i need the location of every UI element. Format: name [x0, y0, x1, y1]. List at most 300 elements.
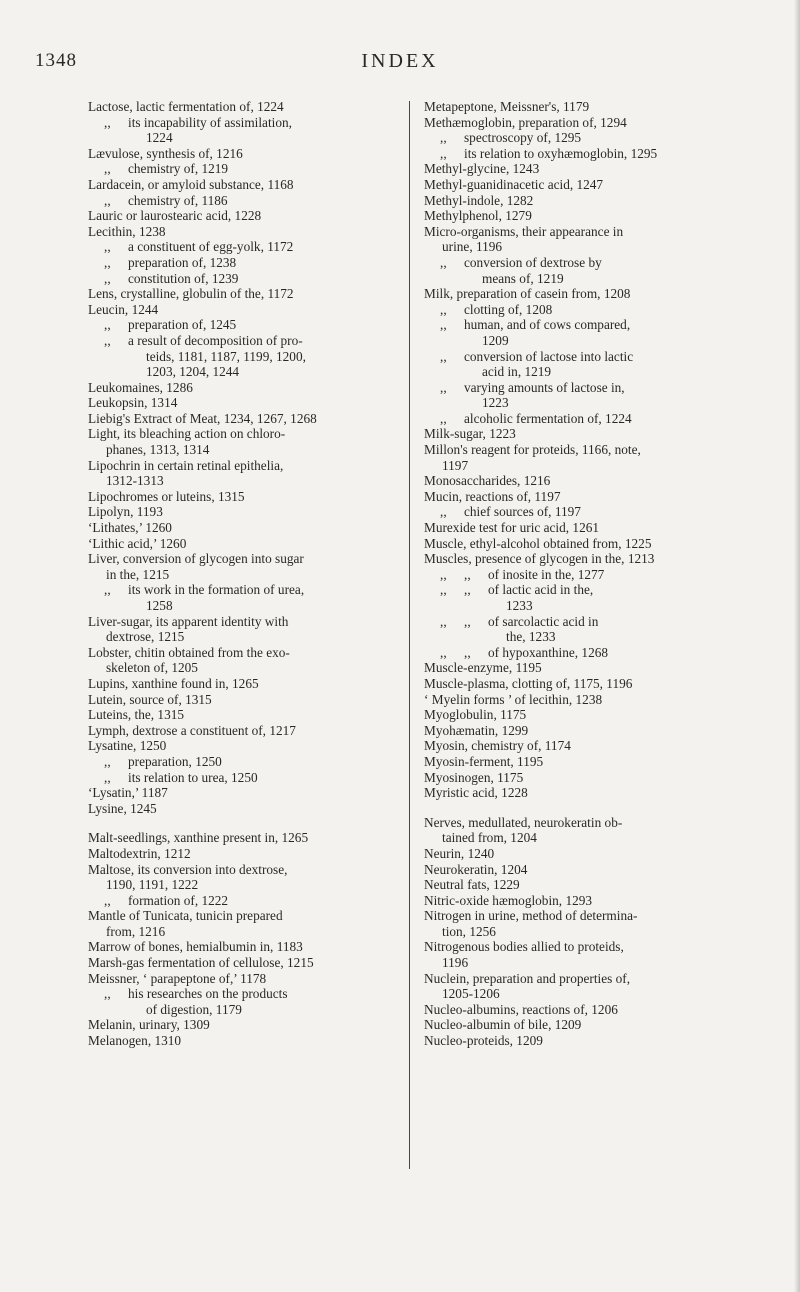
entry-text: conversion of lactose into lactic	[464, 348, 634, 364]
index-entry	[88, 738, 418, 754]
entry-line	[424, 161, 754, 177]
entry-text: Murexide test for uric acid, 1261	[424, 520, 600, 536]
entry-continuation-line: phanes, 1313, 1314	[106, 442, 210, 458]
entry-text: his researches on the products	[128, 986, 288, 1002]
entry-line	[424, 349, 754, 365]
index-entry	[88, 676, 418, 692]
index-entry	[424, 645, 754, 661]
ditto-mark: ,,	[104, 192, 111, 208]
entry-text: Marrow of bones, hemialbumin in, 1183	[88, 939, 303, 955]
entry-continuation-line: 1205-1206	[442, 986, 500, 1002]
index-column-left	[88, 99, 418, 1049]
entry-text: Lævulose, synthesis of, 1216	[88, 145, 243, 161]
entry-text: Micro-organisms, their appearance in	[424, 223, 624, 239]
index-entry	[424, 723, 754, 739]
entry-line	[88, 862, 418, 878]
entry-line	[424, 286, 754, 302]
index-entry	[88, 224, 418, 240]
entry-text: preparation, 1250	[128, 753, 222, 769]
index-entry	[424, 130, 754, 146]
entry-text: spectroscopy of, 1295	[464, 130, 582, 146]
entry-text: Lipochrin in certain retinal epithelia,	[88, 457, 284, 473]
ditto-mark: ,,	[104, 892, 111, 908]
entry-line	[88, 707, 418, 723]
entry-line	[424, 1033, 754, 1049]
entry-line	[424, 489, 754, 505]
entry-text: of hypoxanthine, 1268	[488, 644, 609, 660]
entry-text: formation of, 1222	[128, 892, 229, 908]
entry-line	[424, 770, 754, 786]
index-entry	[424, 692, 754, 708]
index-entry	[88, 723, 418, 739]
index-entry	[88, 271, 418, 287]
entry-text: Nucleo-proteids, 1209	[424, 1033, 543, 1049]
entry-text: Neutral fats, 1229	[424, 877, 520, 893]
index-entry	[88, 645, 418, 676]
entry-line	[424, 614, 754, 630]
entry-text: of inosite in the, 1277	[488, 566, 605, 582]
index-entry	[88, 395, 418, 411]
entry-text: Leucin, 1244	[88, 301, 159, 317]
index-entry	[424, 567, 754, 583]
ditto-mark: ,,	[440, 130, 447, 146]
index-entry	[88, 239, 418, 255]
entry-text: Lipolyn, 1193	[88, 504, 163, 520]
entry-continuation-line: the, 1233	[506, 629, 556, 645]
entry-text: preparation of, 1238	[128, 254, 237, 270]
entry-line	[424, 754, 754, 770]
entry-line	[88, 738, 418, 754]
entry-continuation-line: teids, 1181, 1187, 1199, 1200,	[146, 348, 306, 364]
entry-text: Lens, crystalline, globulin of the, 1172	[88, 286, 294, 302]
index-column-right	[424, 99, 754, 1049]
index-entry	[424, 146, 754, 162]
ditto-mark: ,,	[440, 582, 447, 598]
ditto-mark: ,,	[104, 769, 111, 785]
index-entry	[88, 1033, 418, 1049]
entry-line	[88, 504, 418, 520]
entry-line	[88, 333, 418, 349]
entry-text: varying amounts of lactose in,	[464, 379, 625, 395]
entry-text: its work in the formation of urea,	[128, 582, 305, 598]
ditto-mark: ,,	[440, 566, 447, 582]
ditto-mark: ,,	[104, 986, 111, 1002]
entry-line	[424, 224, 754, 240]
entry-line	[88, 908, 418, 924]
entry-text: Lupins, xanthine found in, 1265	[88, 675, 259, 691]
entry-line	[88, 830, 418, 846]
entry-text: Lysine, 1245	[88, 800, 157, 816]
page-number: 1348	[35, 50, 77, 71]
index-entry	[88, 177, 418, 193]
entry-line	[88, 208, 418, 224]
entry-continuation-line: tion, 1256	[442, 923, 496, 939]
entry-line	[88, 582, 418, 598]
entry-text: Metapeptone, Meissner's, 1179	[424, 99, 590, 114]
entry-line	[88, 614, 418, 630]
ditto-mark: ,,	[440, 301, 447, 317]
ditto-mark: ,,	[440, 348, 447, 364]
entry-text: Nucleo-albumin of bile, 1209	[424, 1017, 582, 1033]
entry-continuation-line: 1190, 1191, 1222	[106, 877, 199, 893]
entry-text: a result of decomposition of pro-	[128, 332, 303, 348]
entry-continuation-line: 1209	[482, 332, 509, 348]
entry-line	[424, 208, 754, 224]
index-entry	[88, 286, 418, 302]
entry-line	[88, 99, 418, 115]
entry-line	[88, 239, 418, 255]
entry-text: Myosin, chemistry of, 1174	[424, 738, 571, 754]
index-entry	[424, 1033, 754, 1049]
entry-text: Melanin, urinary, 1309	[88, 1017, 210, 1033]
index-entry	[424, 862, 754, 878]
entry-text: Lysatine, 1250	[88, 738, 167, 754]
entry-line	[424, 504, 754, 520]
entry-line	[88, 1017, 418, 1033]
index-entry	[424, 411, 754, 427]
index-entry	[88, 208, 418, 224]
entry-line	[88, 986, 418, 1002]
entry-text: Mantle of Tunicata, tunicin prepared	[88, 908, 283, 924]
index-entry	[88, 161, 418, 177]
entry-line	[88, 411, 418, 427]
entry-text: Nitrogenous bodies allied to proteids,	[424, 939, 624, 955]
ditto-mark: ,,	[104, 582, 111, 598]
entry-text: Methyl-glycine, 1243	[424, 161, 540, 177]
entry-text: Methæmoglobin, preparation of, 1294	[424, 114, 627, 130]
ditto-mark: ,,	[440, 410, 447, 426]
index-entry	[88, 971, 418, 987]
entry-line	[424, 723, 754, 739]
entry-text: clotting of, 1208	[464, 301, 553, 317]
entry-line	[88, 224, 418, 240]
entry-line	[88, 458, 418, 474]
index-entry	[88, 504, 418, 520]
entry-continuation-line: 1312-1313	[106, 473, 164, 489]
entry-line	[88, 676, 418, 692]
index-entry	[88, 536, 418, 552]
entry-continuation-line: acid in, 1219	[482, 364, 552, 380]
index-entry	[88, 99, 418, 115]
entry-text: Methyl-guanidinacetic acid, 1247	[424, 176, 604, 192]
entry-line	[424, 177, 754, 193]
index-entry	[88, 939, 418, 955]
entry-line	[424, 645, 754, 661]
entry-text: Myosinogen, 1175	[424, 769, 524, 785]
index-entry	[424, 738, 754, 754]
index-entry	[88, 1017, 418, 1033]
entry-text: a constituent of egg-yolk, 1172	[128, 239, 294, 255]
index-entry	[424, 489, 754, 505]
entry-line	[88, 893, 418, 909]
index-entry	[88, 255, 418, 271]
index-entry	[424, 473, 754, 489]
entry-text: Neurin, 1240	[424, 845, 495, 861]
page-edge-shadow	[794, 0, 800, 1292]
page-title: INDEX	[361, 50, 439, 72]
entry-line	[88, 770, 418, 786]
entry-text: Myoglobulin, 1175	[424, 707, 527, 723]
entry-text: Light, its bleaching action on chloro-	[88, 426, 286, 442]
entry-text: conversion of dextrose by	[464, 254, 602, 270]
index-entry	[88, 785, 418, 801]
entry-text: chief sources of, 1197	[464, 504, 581, 520]
index-entry	[424, 893, 754, 909]
entry-text: Nerves, medullated, neurokeratin ob-	[424, 814, 623, 830]
entry-line	[88, 115, 418, 131]
entry-text: Muscles, presence of glycogen in the, 1213	[424, 551, 655, 567]
ditto-mark: ,,	[440, 379, 447, 395]
index-entry	[424, 551, 754, 567]
entry-line	[424, 130, 754, 146]
entry-text: Melanogen, 1310	[88, 1033, 182, 1049]
entry-line	[424, 692, 754, 708]
entry-line	[424, 785, 754, 801]
entry-line	[424, 893, 754, 909]
entry-text: chemistry of, 1219	[128, 161, 229, 177]
ditto-mark: ,,	[104, 332, 111, 348]
entry-line	[424, 146, 754, 162]
ditto-mark: ,,	[104, 317, 111, 333]
entry-line	[424, 707, 754, 723]
entry-line	[88, 955, 418, 971]
entry-line	[424, 908, 754, 924]
entry-line	[88, 426, 418, 442]
index-entry	[424, 754, 754, 770]
entry-line	[424, 846, 754, 862]
index-entry	[424, 193, 754, 209]
entry-line	[424, 551, 754, 567]
entry-line	[88, 520, 418, 536]
index-entry	[88, 146, 418, 162]
entry-line	[88, 489, 418, 505]
entry-text: Myosin-ferment, 1195	[424, 753, 544, 769]
entry-text: its relation to urea, 1250	[128, 769, 258, 785]
index-entry	[424, 582, 754, 613]
ditto-mark: ,,	[440, 613, 447, 629]
entry-line	[424, 411, 754, 427]
entry-text: Lecithin, 1238	[88, 223, 166, 239]
entry-line	[424, 255, 754, 271]
index-entry	[88, 770, 418, 786]
index-entry	[424, 785, 754, 801]
entry-text: ‘ Myelin forms ’ of lecithin, 1238	[424, 691, 603, 707]
entry-line	[88, 146, 418, 162]
entry-line	[424, 738, 754, 754]
entry-text: alcoholic fermentation of, 1224	[464, 410, 632, 426]
ditto-mark: ,,	[440, 317, 447, 333]
index-entry	[88, 193, 418, 209]
entry-line	[88, 785, 418, 801]
index-entry	[424, 255, 754, 286]
entry-continuation-line: 1223	[482, 395, 509, 411]
entry-line	[88, 302, 418, 318]
entry-line	[88, 939, 418, 955]
index-entry	[88, 692, 418, 708]
entry-text: Lutein, source of, 1315	[88, 691, 212, 707]
entry-line	[88, 177, 418, 193]
entry-line	[424, 317, 754, 333]
index-entry	[88, 801, 418, 817]
index-entry	[88, 411, 418, 427]
index-entry	[88, 380, 418, 396]
entry-text: Lardacein, or amyloid substance, 1168	[88, 176, 294, 192]
entry-text: its incapability of assimilation,	[128, 114, 292, 130]
index-entry	[424, 908, 754, 939]
index-entry	[88, 302, 418, 318]
index-entry	[424, 536, 754, 552]
entry-continuation-line: dextrose, 1215	[106, 629, 185, 645]
index-entry	[88, 333, 418, 380]
index-entry	[88, 862, 418, 893]
entry-text: Muscle, ethyl-alcohol obtained from, 1225	[424, 535, 652, 551]
entry-text: chemistry of, 1186	[128, 192, 228, 208]
section-gap	[88, 816, 418, 830]
entry-text: human, and of cows compared,	[464, 317, 631, 333]
index-entry	[424, 442, 754, 473]
index-entry	[88, 908, 418, 939]
entry-text: Lipochromes or luteins, 1315	[88, 488, 245, 504]
entry-line	[424, 536, 754, 552]
entry-continuation-line: 1258	[146, 598, 173, 613]
entry-text: Nuclein, preparation and properties of,	[424, 970, 631, 986]
entry-text: Mucin, reactions of, 1197	[424, 488, 561, 504]
index-entry	[424, 846, 754, 862]
entry-line	[424, 442, 754, 458]
ditto-mark: ,,	[104, 270, 111, 286]
entry-text: Luteins, the, 1315	[88, 707, 185, 723]
index-entry	[88, 830, 418, 846]
index-entry	[424, 815, 754, 846]
entry-text: ‘Lithic acid,’ 1260	[88, 535, 187, 551]
index-entry	[424, 520, 754, 536]
entry-continuation-line: skeleton of, 1205	[106, 660, 198, 676]
index-entry	[88, 955, 418, 971]
index-entry	[424, 614, 754, 645]
index-entry	[424, 971, 754, 1002]
entry-text: Muscle-plasma, clotting of, 1175, 1196	[424, 675, 633, 691]
entry-text: Monosaccharides, 1216	[424, 473, 551, 489]
ditto-mark: ,,	[104, 239, 111, 255]
index-entry	[88, 458, 418, 489]
entry-continuation-line: urine, 1196	[442, 239, 503, 255]
index-entry	[424, 707, 754, 723]
entry-continuation-line: means of, 1219	[482, 270, 564, 286]
entry-continuation-line: 1233	[506, 598, 533, 613]
entry-line	[88, 271, 418, 287]
entry-line	[424, 877, 754, 893]
index-entry	[424, 161, 754, 177]
entry-text: of lactic acid in the,	[488, 582, 594, 598]
entry-text: Lobster, chitin obtained from the exo-	[88, 644, 290, 660]
index-entry	[424, 177, 754, 193]
entry-line	[88, 723, 418, 739]
entry-line	[88, 286, 418, 302]
index-entry	[424, 676, 754, 692]
entry-continuation-line: of digestion, 1179	[146, 1001, 242, 1017]
entry-text: Milk-sugar, 1223	[424, 426, 516, 442]
entry-line	[424, 582, 754, 598]
entry-text: Muscle-enzyme, 1195	[424, 660, 542, 676]
index-entry	[88, 489, 418, 505]
entry-line	[88, 255, 418, 271]
entry-line	[424, 426, 754, 442]
index-entry	[424, 770, 754, 786]
entry-line	[88, 551, 418, 567]
entry-line	[88, 692, 418, 708]
entry-line	[88, 846, 418, 862]
index-entry	[88, 115, 418, 146]
entry-text: Myristic acid, 1228	[424, 785, 528, 801]
ditto-mark: ,,	[464, 644, 471, 660]
entry-line	[424, 1002, 754, 1018]
entry-text: Leukomaines, 1286	[88, 379, 193, 395]
entry-line	[424, 115, 754, 131]
entry-line	[88, 801, 418, 817]
ditto-mark: ,,	[104, 753, 111, 769]
page-header	[0, 50, 800, 80]
ditto-mark: ,,	[464, 582, 471, 598]
index-entry	[424, 1017, 754, 1033]
ditto-mark: ,,	[440, 254, 447, 270]
entry-line	[424, 473, 754, 489]
entry-line	[88, 754, 418, 770]
entry-line	[88, 380, 418, 396]
index-entry	[424, 317, 754, 348]
ditto-mark: ,,	[440, 504, 447, 520]
entry-line	[88, 161, 418, 177]
index-entry	[424, 1002, 754, 1018]
entry-continuation-line: tained from, 1204	[442, 830, 537, 846]
index-entry	[424, 99, 754, 115]
index-entry	[424, 877, 754, 893]
entry-text: Milk, preparation of casein from, 1208	[424, 286, 631, 302]
entry-text: Methyl-indole, 1282	[424, 192, 534, 208]
entry-text: Meissner, ‘ parapeptone of,’ 1178	[88, 970, 267, 986]
entry-line	[424, 193, 754, 209]
entry-line	[424, 815, 754, 831]
entry-text: Leukopsin, 1314	[88, 395, 178, 411]
entry-line	[88, 645, 418, 661]
entry-text: ‘Lysatin,’ 1187	[88, 785, 168, 801]
index-entry	[88, 520, 418, 536]
entry-text: Liver-sugar, its apparent identity with	[88, 613, 289, 629]
entry-text: preparation of, 1245	[128, 317, 237, 333]
entry-line	[424, 380, 754, 396]
entry-text: Lactose, lactic fermentation of, 1224	[88, 99, 284, 114]
entry-continuation-line: 1197	[442, 457, 469, 473]
index-entry	[424, 115, 754, 131]
entry-line	[424, 660, 754, 676]
entry-line	[424, 99, 754, 115]
index-entry	[424, 349, 754, 380]
ditto-mark: ,,	[104, 114, 111, 130]
entry-line	[88, 1033, 418, 1049]
entry-continuation-line: from, 1216	[106, 923, 166, 939]
entry-text: Neurokeratin, 1204	[424, 861, 528, 877]
index-entry	[424, 208, 754, 224]
entry-line	[424, 567, 754, 583]
entry-text: Millon's reagent for proteids, 1166, note,	[424, 442, 641, 458]
ditto-mark: ,,	[464, 566, 471, 582]
entry-line	[424, 862, 754, 878]
index-entry	[88, 754, 418, 770]
entry-text: Nucleo-albumins, reactions of, 1206	[424, 1001, 618, 1017]
index-entry	[424, 302, 754, 318]
index-entry	[88, 582, 418, 613]
entry-line	[424, 971, 754, 987]
index-entry	[424, 380, 754, 411]
